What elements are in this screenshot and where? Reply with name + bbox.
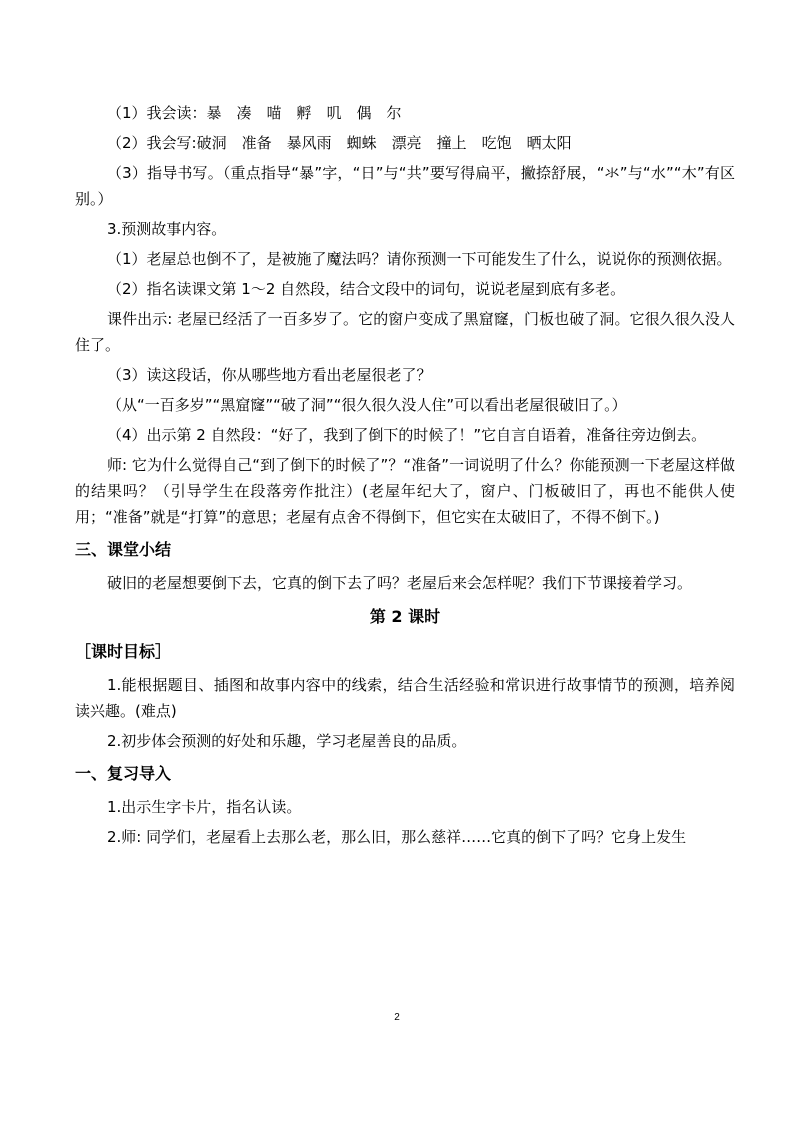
document-body xyxy=(75,100,735,850)
paragraph-summary: 破旧的老屋想要倒下去，它真的倒下去了吗？老屋后来会怎样呢？我们下节课接着学习。 xyxy=(107,574,693,592)
paragraph-predict-heading: 3.预测故事内容。 xyxy=(107,220,227,238)
paragraph-answer-3: （从“一百多岁”“黑窟窿”“破了洞”“很久很久没人住”可以看出老屋很破旧了。） xyxy=(107,396,627,414)
paragraph-question-3: （3）读这段话，你从哪些地方看出老屋很老了？ xyxy=(107,366,432,384)
paragraph-question-4: （4）出示第 2 自然段：“好了，我到了倒下的时候了！”它自言自语着，准备往旁边倒去。 xyxy=(107,426,707,444)
paragraph-goal-2: 2.初步体会预测的好处和乐趣，学习老屋善良的品质。 xyxy=(107,732,467,750)
section-heading-goals: ［课时目标］ xyxy=(75,642,172,661)
paragraph-question-1: （1）老屋总也倒不了，是被施了魔法吗？请你预测一下可能发生了什么，说说你的预测依据。 xyxy=(107,250,732,268)
section-heading-summary: 三、课堂小结 xyxy=(75,540,172,559)
paragraph-read-words: （1）我会读：暴 凑 喵 孵 叽 偶 尔 xyxy=(107,104,402,122)
paragraph-question-2: （2）指名读课文第 1～2 自然段，结合文段中的词句，说说老屋到底有多老。 xyxy=(107,280,626,298)
paragraph-courseware: 课件出示: 老屋已经活了一百多岁了。它的窗户变成了黑窟窿，门板也破了洞。它很久很久没人住了。 xyxy=(75,310,735,354)
lesson-title: 第 2 课时 xyxy=(369,607,441,626)
paragraph-writing-guide: （3）指导书写。（重点指导“暴”字，“日”与“共”要写得扁平，撇捺舒展，“氺”与“水”“木”有区别。） xyxy=(75,164,735,208)
paragraph-write-words: （2）我会写:破洞 准备 暴风雨 蜘蛛 漂亮 撞上 吃饱 晒太阳 xyxy=(107,134,572,152)
paragraph-goal-1: 1.能根据题目、插图和故事内容中的线索，结合生活经验和常识进行故事情节的预测，培养阅读兴趣。(难点) xyxy=(75,676,735,720)
page-number: 2 xyxy=(394,1012,400,1023)
paragraph-review-1: 1.出示生字卡片，指名认读。 xyxy=(107,798,302,816)
paragraph-teacher: 师: 它为什么觉得自己“到了倒下的时候了”？“准备”一词说明了什么？你能预测一下老屋这样做的结果吗？（引导学生在段落旁作批注）(老屋年纪大了，窗户、门板破旧了，再也不能供人使用；“准备”就是“打算”的意思；老屋有点舍不得倒下，但它实在太破旧了，不得不倒下。) xyxy=(75,456,735,526)
paragraph-review-2: 2.师: 同学们，老屋看上去那么老，那么旧，那么慈祥……它真的倒下了吗？它身上发生 xyxy=(107,828,687,846)
section-heading-review: 一、复习导入 xyxy=(75,764,172,783)
